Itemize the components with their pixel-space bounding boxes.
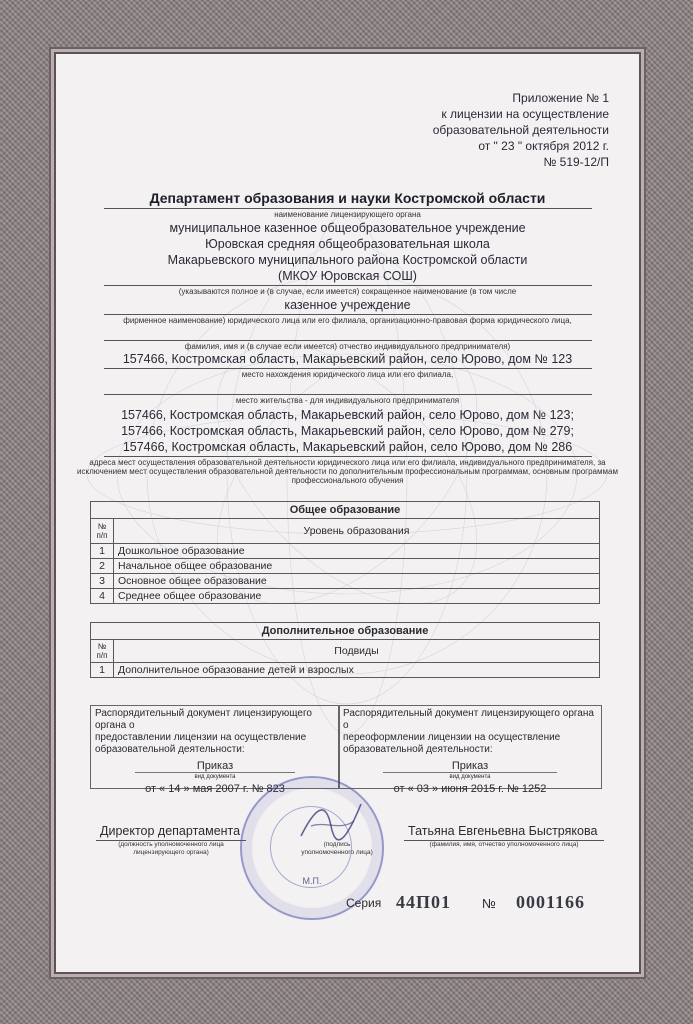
- name-caption: (фамилия, имя, отчество уполномоченного лица): [429, 841, 579, 848]
- table-row: 4 Среднее общее образование: [91, 589, 600, 604]
- table-row: 3 Основное общее образование: [91, 574, 600, 589]
- place-3: 157466, Костромская область, Макарьевский район, село Юрово, дом № 286: [122, 440, 573, 454]
- col-number-header: № п/п: [91, 640, 114, 663]
- places-caption-2: исключением мест осуществления образовательной деятельности по дополнительным профессиональным программам, основным программам: [77, 467, 618, 476]
- org-line-1: муниципальное казенное общеобразовательное учреждение: [169, 221, 526, 235]
- places-caption-3: профессионального обучения: [291, 476, 404, 485]
- position-caption: (должность уполномоченного лица лицензирующего органа): [118, 841, 224, 856]
- additional-education-title: Дополнительное образование: [91, 623, 600, 640]
- table-row: 2 Начальное общее образование: [91, 559, 600, 574]
- org-line-3: Макарьевского муниципального района Костромской области: [167, 253, 528, 267]
- col-subtype-header: Подвиды: [114, 640, 600, 663]
- address-caption: место нахождения юридического лица или его филиала,: [241, 370, 454, 379]
- place-2: 157466, Костромская область, Макарьевский район, село Юрово, дом № 279;: [121, 424, 574, 438]
- grant-date: от « 14 » мая 2007 г. № 823: [145, 783, 285, 795]
- appendix-line-3: образовательной деятельности: [432, 123, 609, 137]
- appendix-line-2: к лицензии на осуществление: [441, 107, 609, 121]
- series-label: Серия: [346, 896, 382, 910]
- number-label: №: [482, 896, 496, 911]
- reissue-text-1: Распорядительный документ лицензирующего органа о: [343, 708, 594, 731]
- authority-name: Департамент образования и науки Костромской области: [149, 190, 546, 206]
- reissue-text-2: переоформлении лицензии на осуществление: [343, 732, 561, 743]
- appendix-date: от " 23 " октября 2012 г.: [478, 139, 609, 153]
- grant-text-1: Распорядительный документ лицензирующего органа о: [95, 708, 312, 731]
- col-level-header: Уровень образования: [114, 519, 600, 544]
- residence-caption: место жительства - для индивидуального предпринимателя: [235, 396, 460, 405]
- grant-kind-caption: вид документа: [194, 774, 236, 780]
- org-caption-2: фирменное наименование) юридического лица или его филиала, организационно-правовая форма юридического лица,: [123, 316, 572, 325]
- reissue-kind: Приказ: [383, 760, 557, 773]
- grant-text-2: предоставлении лицензии на осуществление: [95, 732, 307, 743]
- series-value: 44П01: [396, 892, 452, 912]
- org-line-2: Юровская средняя общеобразовательная школа: [205, 237, 490, 251]
- general-education-title: Общее образование: [91, 502, 600, 519]
- signer-name: Татьяна Евгеньевна Быстрякова: [408, 824, 598, 838]
- org-address: 157466, Костромская область, Макарьевский район, село Юрово, дом № 123: [122, 352, 573, 366]
- reissue-kind-caption: вид документа: [449, 774, 491, 780]
- appendix-number: № 519-12/П: [543, 155, 609, 169]
- number-value: 0001166: [516, 892, 586, 912]
- reissue-date: от « 03 » июня 2015 г. № 1252: [393, 783, 547, 795]
- general-education-table: [90, 501, 600, 604]
- grant-kind: Приказ: [135, 760, 295, 773]
- document-sheet: [54, 52, 641, 974]
- org-caption-3: фамилия, имя и (в случае если имеется) отчество индивидуального предпринимателя): [184, 342, 511, 351]
- reissue-text-3: образовательной деятельности:: [343, 744, 493, 755]
- additional-education-table: [90, 622, 600, 678]
- org-caption: (указываются полное и (в случае, если имеется) сокращенное наименование (в том числе: [178, 287, 517, 296]
- org-line-4: (МКОУ Юровская СОШ): [278, 269, 417, 283]
- table-row: 1 Дополнительное образование детей и взрослых: [91, 663, 600, 678]
- signer-position: Директор департамента: [100, 824, 241, 838]
- sign-caption: (подпись уполномоченного лица): [301, 841, 373, 856]
- authority-caption: наименование лицензирующего органа: [274, 210, 421, 219]
- grant-text-3: образовательной деятельности:: [95, 744, 245, 755]
- reissue-document-box: [338, 705, 602, 795]
- place-1: 157466, Костромская область, Макарьевский район, село Юрово, дом № 123;: [121, 408, 574, 422]
- signature-mark: [296, 796, 366, 846]
- table-row: 1 Дошкольное образование: [91, 544, 600, 559]
- col-number-header: № п/п: [91, 519, 114, 544]
- appendix-header: [433, 90, 609, 170]
- places-caption-1: адреса мест осуществления образовательной деятельности юридического лица или его филиала, индивидуального предпринимателя, за: [89, 458, 606, 467]
- legal-form: казенное учреждение: [284, 298, 411, 312]
- appendix-line-1: Приложение № 1: [512, 91, 609, 105]
- stamp-label: М.П.: [302, 876, 322, 886]
